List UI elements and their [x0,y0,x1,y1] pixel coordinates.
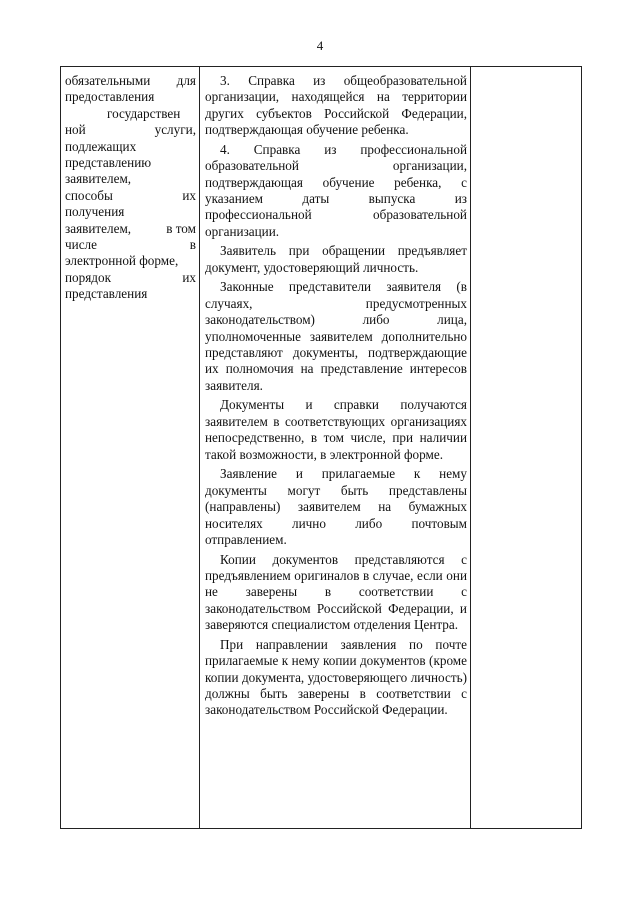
paragraph-postal-submission: При направлении заявления по почте прилагаемые к нему копии документов (кроме копии документа, удостоверяющего личность) должны быть заверены в соответствии с законодательством Российской Федерации. [205,636,467,718]
paragraph-submission-methods: Заявление и прилагаемые к нему документы могут быть представлены (направлены) заявителем на бумажных носителях лично либо почтовым отправлением. [205,466,467,547]
page-number: 4 [316,38,324,53]
left-cell-line: предоставления [65,89,155,105]
left-cell-line: получения [65,204,125,220]
left-cell-line: обязательными для [65,73,196,88]
left-cell-line: электронной форме, [65,253,179,269]
paragraph-document-copies: Копии документов представляются с предъявлением оригиналов в случае, если они не заверены в соответствии с законодательством Российской Федерации, и заверяются специалистом отделения Центра. [205,551,467,633]
paragraph-certificate-school: 3. Справка из общеобразовательной организации, находящейся на территории других субъектов Российской Федерации, подтверждающая обучение ребенка. [205,73,467,138]
paragraph-identity-document: Заявитель при обращении предъявляет документ, удостоверяющий личность. [205,243,467,275]
left-cell-line: подлежащих [65,138,137,154]
left-cell-line: ной услуги, [65,122,196,138]
left-cell-line: заявителем, в том [65,220,196,236]
paragraph-legal-representatives: Законные представители заявителя (в случаях, предусмотренных законодательством) либо лица, уполномоченные заявителем дополнительно представляют документы, подтверждающие их полномочия на представление интересов заявителя. [205,279,467,393]
left-cell-line: представлению [65,155,152,171]
left-cell-line: государствен [107,105,181,121]
table-cell-requirement-name [61,67,200,828]
left-cell-line: способы их [65,187,196,203]
left-cell-line: порядок их [65,269,196,285]
left-cell-line: числе в [65,237,196,253]
table-cell-empty [471,67,581,828]
left-cell-line: представления [65,286,148,302]
document-table [60,66,582,829]
paragraph-obtaining-documents: Документы и справки получаются заявителем в соответствующих организациях непосредственно, в том числе, при наличии такой возможности, в электронной форме. [205,397,467,462]
left-cell-line: заявителем, [65,171,132,187]
table-cell-requirement-text [200,67,471,828]
paragraph-certificate-college: 4. Справка из профессиональной образовательной организации, подтверждающая обучение ребенка, с указанием даты выпуска из профессиональной образовательной организации. [205,141,467,239]
